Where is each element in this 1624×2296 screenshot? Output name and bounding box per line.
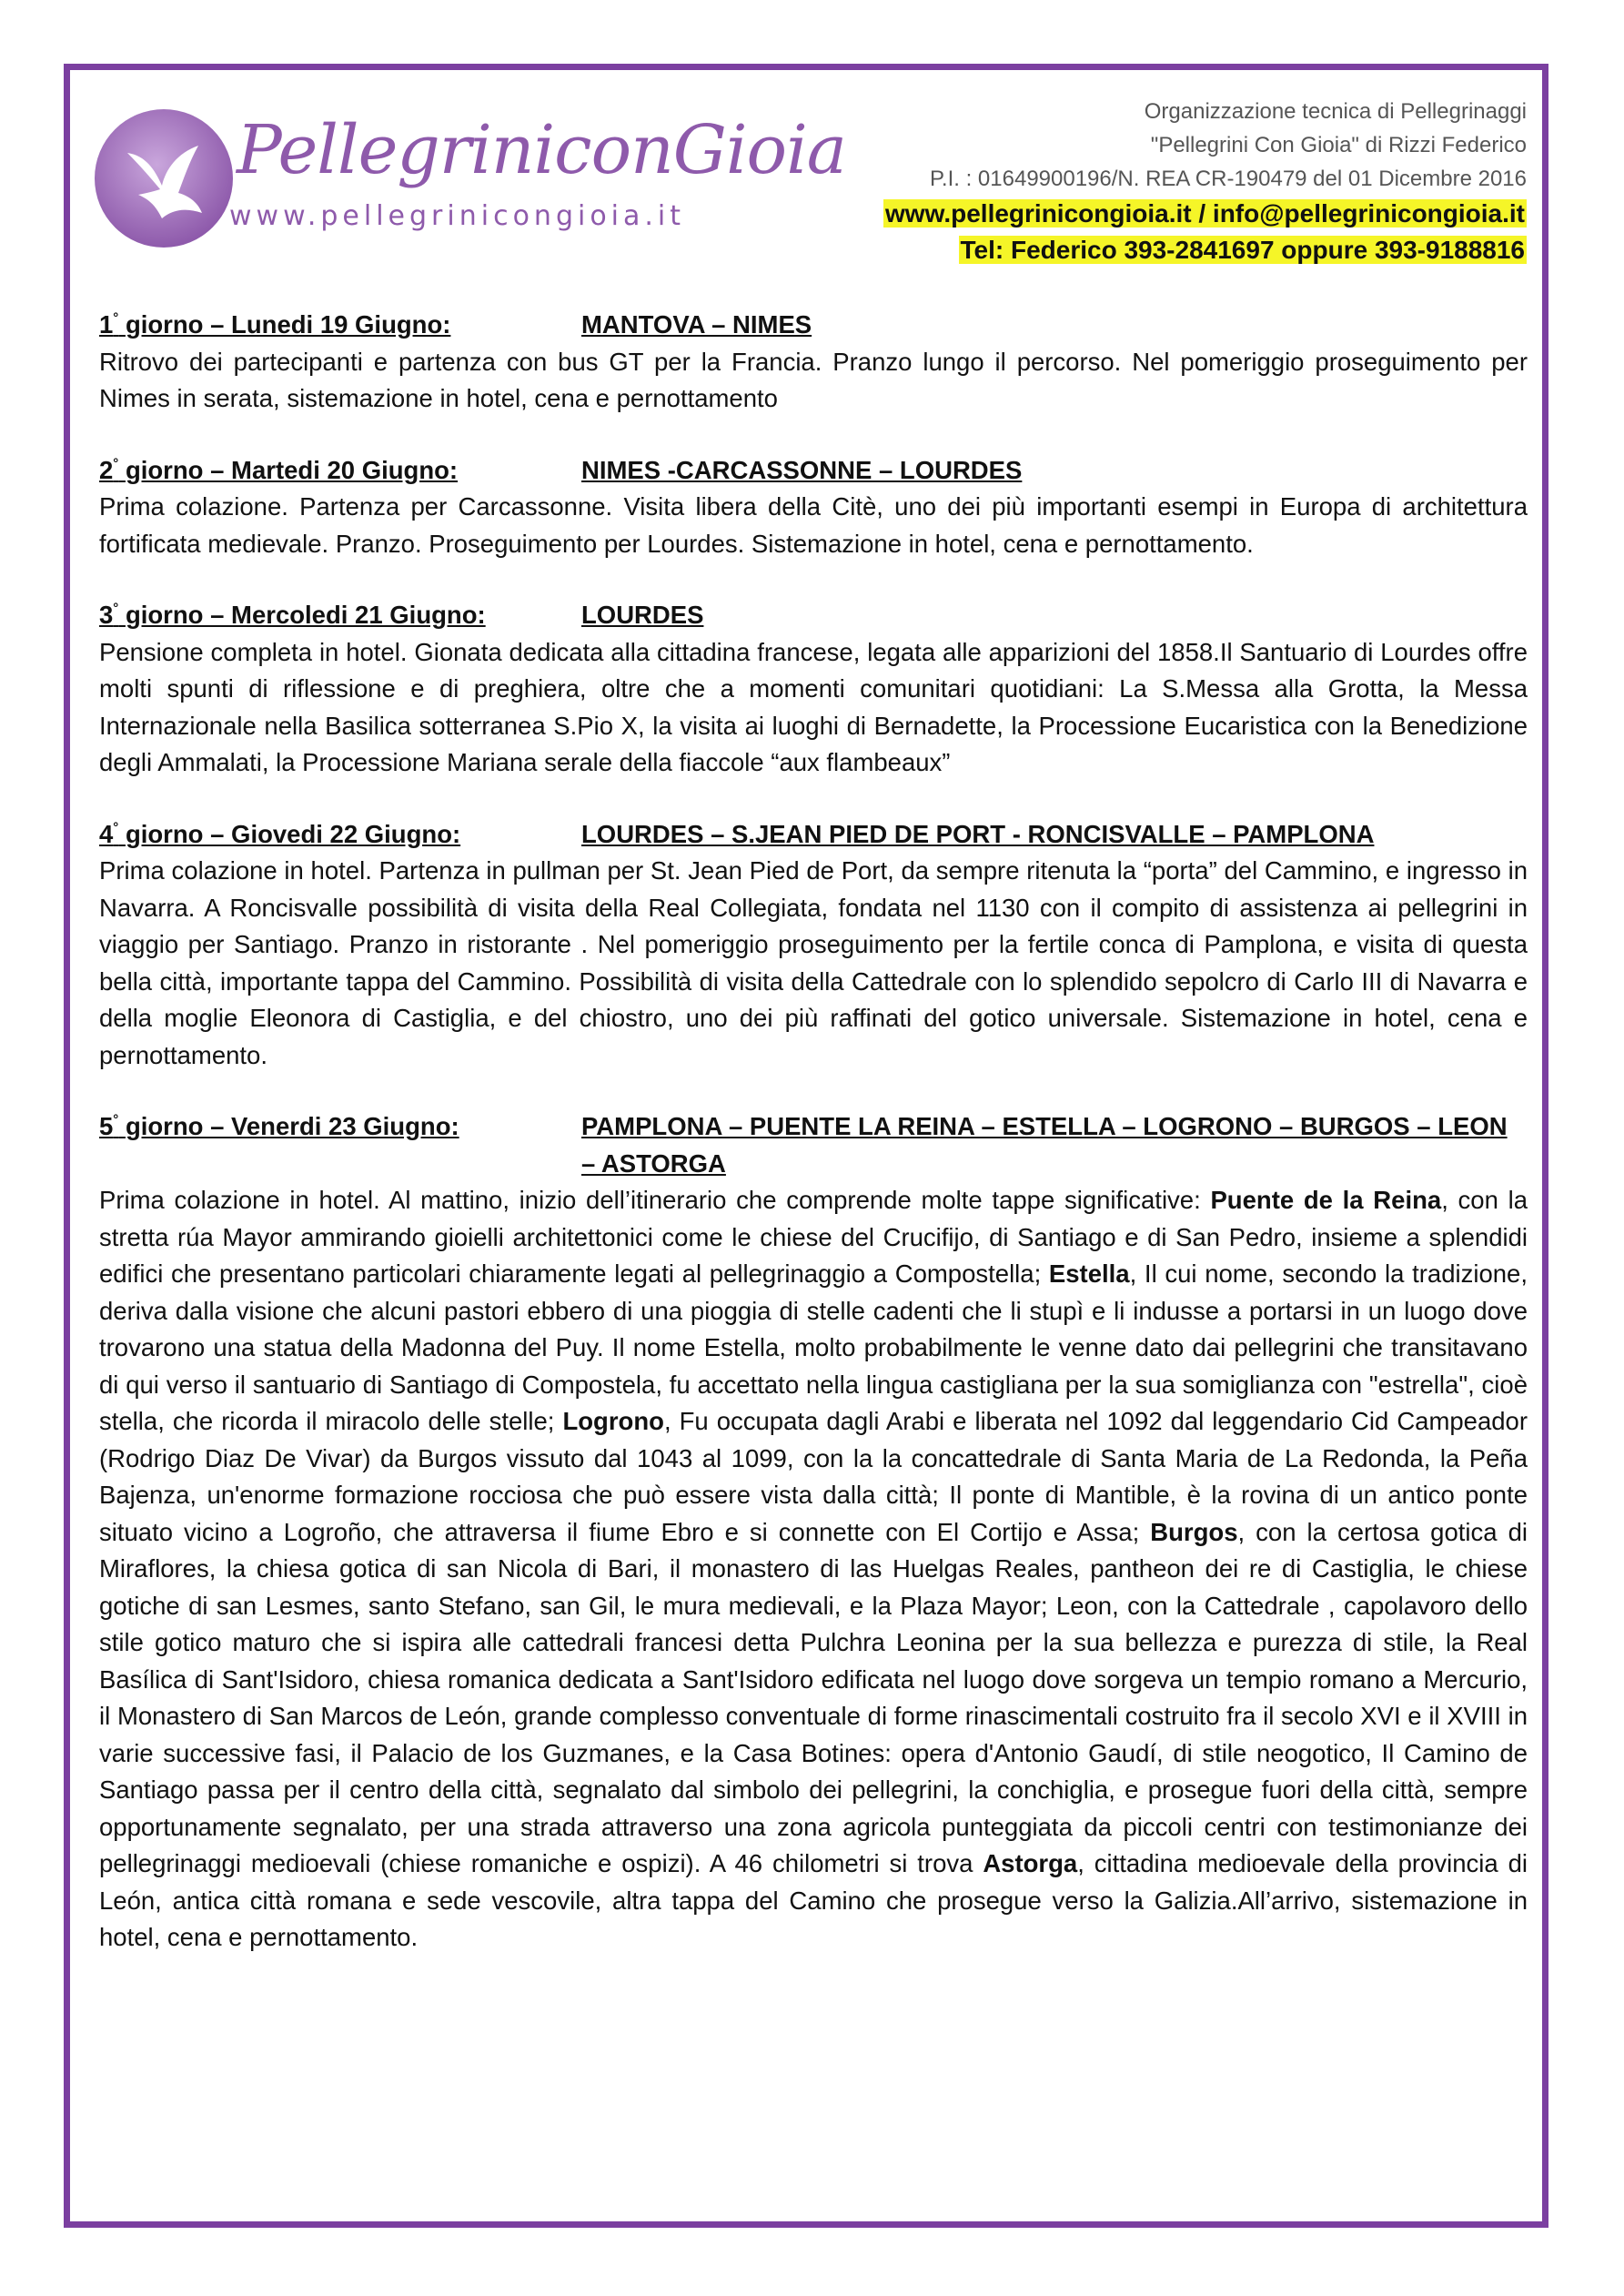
place-astorga: Astorga [983, 1849, 1078, 1877]
day-3 [99, 597, 1528, 782]
day-heading [99, 597, 1528, 634]
org-line-2: "Pellegrini Con Gioia" di Rizzi Federico [1150, 133, 1527, 157]
day-4 [99, 816, 1528, 1075]
day-date: 5° giorno – Venerdi 23 Giugno: [99, 1112, 459, 1140]
day-heading [99, 1108, 1528, 1182]
org-line-1: Organizzazione tecnica di Pellegrinaggi [1144, 99, 1527, 124]
day-route: LOURDES – S.JEAN PIED DE PORT - RONCISVALLE – PAMPLONA [581, 819, 1375, 848]
day-2 [99, 452, 1528, 563]
phone-numbers: Tel: Federico 393-2841697 oppure 393-9188816 [960, 236, 1525, 264]
day-route: NIMES -CARCASSONNE – LOURDES [581, 455, 1023, 484]
logo-name: PellegriniconGioia [237, 111, 846, 189]
day-date: 3° giorno – Mercoledi 21 Giugno: [99, 601, 486, 629]
day-date: 1° giorno – Lunedi 19 Giugno: [99, 310, 451, 339]
day-5 [99, 1108, 1528, 1957]
day-date: 2° giorno – Martedi 20 Giugno: [99, 455, 459, 484]
place-burgos: Burgos [1150, 1517, 1238, 1546]
dove-logo-icon [91, 106, 237, 251]
logo-url: www.pellegrinicongioia.it [229, 200, 686, 232]
place-puente-la-reina: Puente de la Reina [1210, 1186, 1442, 1214]
day-1 [99, 307, 1528, 418]
day-heading [99, 816, 1528, 854]
day-description: Pensione completa in hotel. Gionata dedicata alla cittadina francese, legata alle apparizioni del 1858.Il Santuario di Lourdes offre molti spunti di riflessione e di preghiera, oltre che a momenti comunitari quotidiani: La S.Messa alla Grotta, la Messa Internazionale nella Basilica sotterranea S.Pio X, la visita ai luoghi di Bernadette, la Processione Eucaristica con la Benedizione degli Ammalati, la Processione Mariana serale della fiaccole “aux flambeaux” [99, 637, 1528, 776]
itinerary [99, 307, 1528, 1957]
day-description: Ritrovo dei partecipanti e partenza con bus GT per la Francia. Pranzo lungo il percorso. Nel pomeriggio proseguimento per Nimes in serata, sistemazione in hotel, cena e pernottamento [99, 347, 1528, 412]
organization-info [708, 95, 1527, 268]
day-heading [99, 307, 1528, 344]
day-description: Prima colazione in hotel. Al mattino, inizio dell’itinerario che comprende molte tappe significative: Puente de la Reina, con la stretta rúa Mayor ammirando gioielli architettonici come le chiese del Crucifijo, di Santiago e di San Pedro, insieme a splendidi edifici che presentano particolari chiaramente legati al pellegrinaggio a Compostella; Estella, Il cui nome, secondo la tradizione, deriva dalla visione che alcuni pastori ebbero di una pioggia di stelle cadenti che li stupì e li indusse a portarsi in un luogo dove trovarono una statua della Madonna del Puy. Il nome Estella, molto probabilmente le venne dato dai pellegrini che transitavano di qui verso il santuario di Santiago di Compostela, fu accettato nella lingua castigliana per la sua somiglianza con "estrella", cioè stella, che ricorda il miracolo delle stelle; Logrono, Fu occupata dagli Arabi e liberata nel 1092 dal leggendario Cid Campeador (Rodrigo Diaz De Vivar) da Burgos vissuto dal 1043 al 1099, con la la concattedrale di Santa Maria de La Redonda, la Peña Bajenza, un'enorme formazione rocciosa che può essere vista dalla città; Il ponte di Mantible, è la rovina di un antico ponte situato vicino a Logroño, che attraversa il fiume Ebro e si connette con El Cortijo e Assa; Burgos, con la certosa gotica di Miraflores, la chiesa gotica di san Nicola di Bari, il monastero di las Huelgas Reales, pantheon dei re di Castiglia, le chiese gotiche di san Lesmes, santo Stefano, san Gil, le mura medievali, e la Plaza Mayor; Leon, con la Cattedrale , capolavoro dello stile gotico maturo che si ispira alle cattedrali francesi detta Pulchra Leonina per la sua bellezza e purezza di stile, la Real Basílica di Sant'Isidoro, chiesa romanica dedicata a Sant'Isidoro edificata nel luogo dove sorgeva un tempio romano a Mercurio, il Monastero di San Marcos de León, grande complesso conventuale di forme rinascimentali costruito fra il secolo XVI e il XVIII in varie successive fasi, il Palacio de los Guzmanes, e la Casa Botines: opera d'Antonio Gaudí, di stile neogotico, Il Camino de Santiago passa per il centro della città, segnalato dal simbolo dei pellegrini, la conchiglia, e prosegue fuori della città, sempre opportunamente segnalato, per una strada attraverso una zona agricola punteggiata da piccoli centri con testimonianze dei pellegrinaggi medioevali (chiese romaniche e ospizi). A 46 chilometri si trova Astorga, cittadina medioevale della provincia di León, antica città romana e sede vescovile, altra tappa del Camino che prosegue verso la Galizia.All’arrivo, sistemazione in hotel, cena e pernottamento. [99, 1186, 1528, 1951]
day-description: Prima colazione in hotel. Partenza in pullman per St. Jean Pied de Port, da sempre ritenuta la “porta” del Cammino, e ingresso in Navarra. A Roncisvalle possibilità di visita della Real Collegiata, fondata nel 1130 con il compito di assistenza ai pellegrini in viaggio per Santiago. Pranzo in ristorante . Nel pomeriggio proseguimento per la fertile conca di Pamplona, e visita di questa bella città, importante tappa del Cammino. Possibilità di visita della Cattedrale con lo splendido sepolcro di Carlo III di Navarra e della moglie Eleonora di Castiglia, e del chiostro, uno dei più raffinati del gotico universale. Sistemazione in hotel, cena e pernottamento. [99, 856, 1528, 1069]
day-description: Prima colazione. Partenza per Carcassonne. Visita libera della Citè, uno dei più importanti esempi in Europa di architettura fortificata medievale. Pranzo. Proseguimento per Lourdes. Sistemazione in hotel, cena e pernottamento. [99, 492, 1528, 558]
place-logrono: Logrono [562, 1407, 664, 1435]
place-estella: Estella [1048, 1259, 1130, 1288]
day-route: LOURDES [581, 601, 704, 629]
day-route: MANTOVA – NIMES [581, 310, 812, 339]
web-email-link[interactable]: www.pellegrinicongioia.it / info@pellegrinicongioia.it [885, 199, 1525, 228]
day-route: PAMPLONA – PUENTE LA REINA – ESTELLA – LOGRONO – BURGOS – LEON – ASTORGA [581, 1112, 1508, 1178]
org-line-3: P.I. : 01649900196/N. REA CR-190479 del 01 Dicembre 2016 [930, 167, 1527, 191]
logo [91, 100, 846, 259]
day-heading [99, 452, 1528, 490]
day-date: 4° giorno – Giovedi 22 Giugno: [99, 819, 461, 848]
